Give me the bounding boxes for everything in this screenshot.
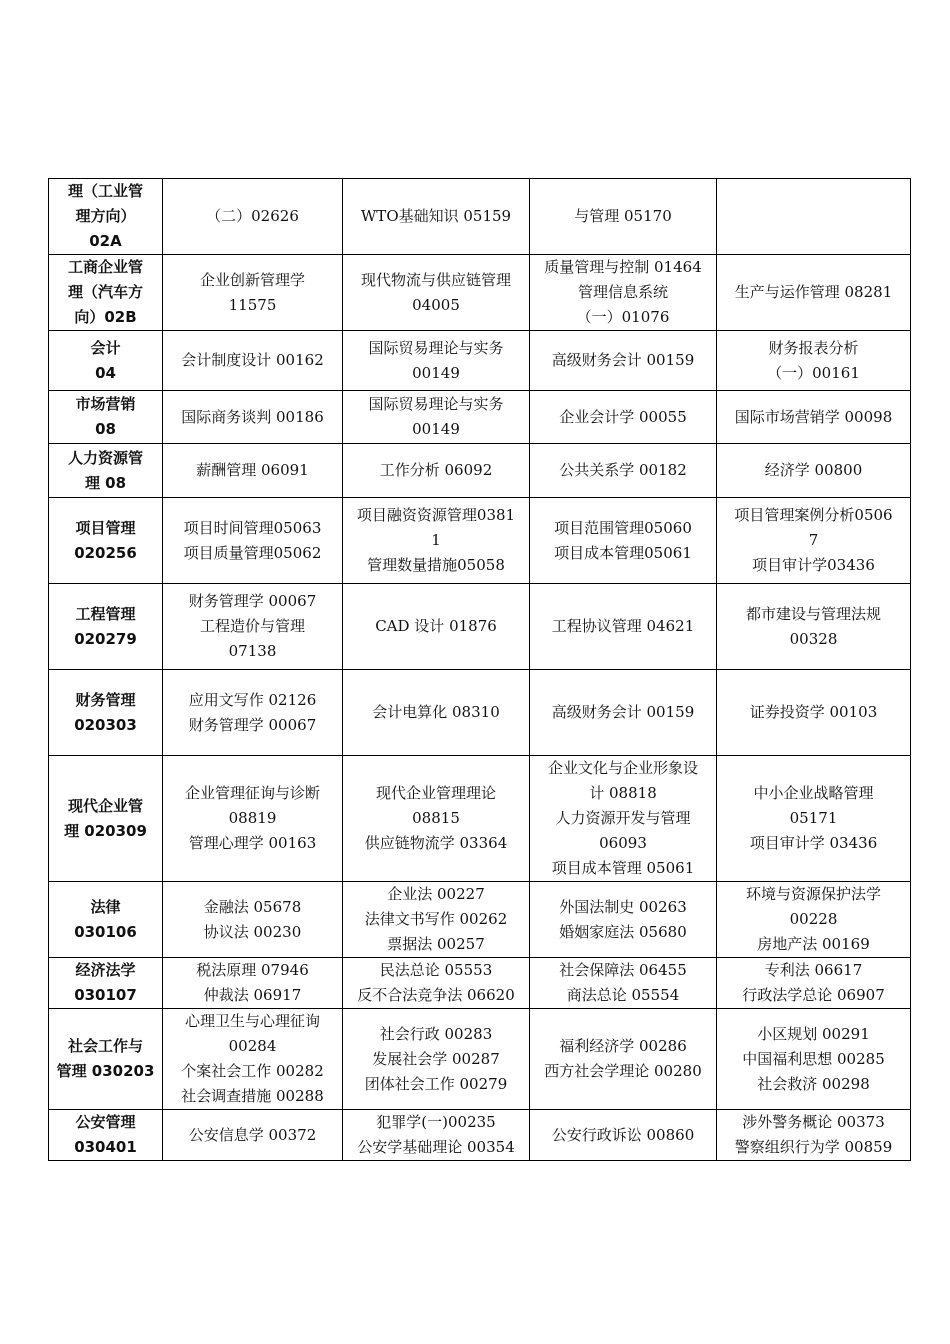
- course-cell: [717, 391, 911, 444]
- course-cell: [717, 331, 911, 391]
- course-line: 社会救济 00298: [757, 1074, 870, 1093]
- course-cell: [163, 958, 343, 1009]
- course-line: 协议法 00230: [203, 922, 302, 941]
- course-cell: [530, 958, 717, 1009]
- course-line: 供应链物流学 03364: [364, 834, 508, 852]
- major-line: 020256: [74, 543, 137, 562]
- major-line: 会计: [90, 338, 121, 357]
- course-line: 企业创新管理学: [199, 270, 305, 289]
- course-cell: [530, 1110, 717, 1161]
- course-line: 反不合法竞争法 06620: [357, 986, 515, 1004]
- major-cell: [49, 444, 163, 498]
- course-cell: [717, 958, 911, 1009]
- course-line: 外国法制史 00263: [559, 897, 687, 916]
- course-cell: [717, 1009, 911, 1110]
- course-line: 社会调查措施 00288: [181, 1087, 324, 1105]
- course-cell: [343, 391, 530, 444]
- course-line: 婚姻家庭法 05680: [559, 922, 687, 941]
- course-line: 公安行政诉讼 00860: [551, 1125, 695, 1144]
- table-row: [49, 670, 911, 756]
- course-line: 人力资源开发与管理: [555, 809, 691, 827]
- course-line: 04005: [412, 295, 460, 314]
- course-cell: [530, 670, 717, 756]
- course-line: 管理信息系统: [577, 283, 668, 301]
- course-line: 团体社会工作 00279: [364, 1074, 508, 1093]
- table-row: [49, 1110, 911, 1161]
- course-line: 公共关系学 00182: [559, 461, 687, 479]
- course-line: 财务管理学 00067: [188, 715, 317, 734]
- course-cell: [163, 670, 343, 756]
- major-cell: [49, 179, 163, 255]
- major-line: 财务管理: [75, 690, 136, 709]
- course-line: 财务报表分析: [768, 338, 859, 357]
- course-line: 00228: [789, 910, 838, 928]
- course-line: 金融法 05678: [203, 897, 302, 916]
- course-line: 国际商务谈判 00186: [181, 407, 324, 426]
- course-line: CAD 设计 01876: [375, 617, 497, 635]
- major-line: 法律: [90, 897, 121, 916]
- course-cell: [163, 179, 343, 255]
- course-line: 心理卫生与心理征询: [184, 1012, 320, 1030]
- course-line: （一）01076: [576, 308, 670, 326]
- course-cell: [163, 331, 343, 391]
- course-cell: [717, 756, 911, 882]
- course-line: 企业法 00227: [387, 885, 485, 903]
- major-line: 理（工业管: [67, 182, 143, 200]
- major-line: 向）02B: [74, 308, 137, 326]
- course-line: 00149: [412, 363, 460, 382]
- major-line: 管理 030203: [56, 1062, 155, 1080]
- course-line: 国际贸易理论与实务: [368, 395, 504, 413]
- course-cell: [717, 498, 911, 584]
- major-line: 理 08: [84, 473, 127, 492]
- course-table: [48, 178, 911, 1161]
- course-line: 项目质量管理05062: [183, 543, 322, 562]
- course-line: 00284: [228, 1037, 277, 1055]
- course-cell: [343, 1009, 530, 1110]
- course-line: 05171: [789, 809, 838, 827]
- table-row: [49, 584, 911, 670]
- course-line: 工程造价与管理: [199, 617, 305, 635]
- course-line: 行政法学总论 06907: [742, 986, 885, 1004]
- course-line: 计 08818: [589, 784, 657, 802]
- course-cell: [530, 179, 717, 255]
- course-cell: [717, 179, 911, 255]
- major-line: 项目管理: [75, 518, 136, 537]
- course-line: 工作分析 06092: [379, 461, 493, 479]
- course-line: 仲裁法 06917: [203, 986, 302, 1004]
- course-line: 11575: [228, 295, 277, 314]
- course-line: （二）02626: [206, 207, 299, 225]
- course-line: 民法总论 05553: [379, 961, 493, 979]
- table-row: [49, 391, 911, 444]
- course-cell: [163, 1009, 343, 1110]
- course-line: 项目范围管理05060: [554, 518, 692, 537]
- course-cell: [530, 255, 717, 331]
- course-cell: [343, 331, 530, 391]
- major-cell: [49, 391, 163, 444]
- course-line: 企业会计学 00055: [559, 407, 687, 426]
- major-line: 04: [95, 363, 116, 382]
- major-cell: [49, 756, 163, 882]
- course-line: 现代企业管理理论: [375, 784, 496, 802]
- course-cell: [530, 444, 717, 498]
- course-line: 08819: [228, 809, 277, 827]
- course-line: 管理心理学 00163: [188, 834, 317, 852]
- course-line: 国际市场营销学 00098: [734, 407, 893, 426]
- major-line: 理 020309: [64, 821, 147, 840]
- table-row: [49, 255, 911, 331]
- course-line: 警察组织行为学 00859: [734, 1138, 893, 1156]
- course-cell: [717, 1110, 911, 1161]
- major-cell: [49, 1009, 163, 1110]
- course-line: 公安学基础理论 00354: [357, 1138, 515, 1156]
- major-cell: [49, 584, 163, 670]
- major-line: 08: [95, 420, 116, 438]
- course-line: 7: [808, 531, 819, 549]
- course-cell: [343, 584, 530, 670]
- course-cell: [343, 882, 530, 958]
- course-line: WTO基础知识 05159: [360, 207, 512, 225]
- table-row: [49, 1009, 911, 1110]
- course-line: 生产与运作管理 08281: [734, 283, 893, 301]
- course-line: 犯罪学(一)00235: [376, 1113, 496, 1131]
- major-line: 02A: [89, 232, 122, 250]
- course-line: 会计电算化 08310: [372, 703, 500, 721]
- major-cell: [49, 331, 163, 391]
- course-line: 小区规划 00291: [757, 1024, 870, 1043]
- course-line: 税法原理 07946: [196, 961, 309, 979]
- table-row: [49, 756, 911, 882]
- major-line: 人力资源管: [67, 448, 143, 467]
- course-line: 都市建设与管理法规: [745, 604, 881, 623]
- course-cell: [163, 584, 343, 670]
- course-line: 公安信息学 00372: [188, 1125, 317, 1144]
- table-row: [49, 331, 911, 391]
- course-line: 07138: [228, 642, 277, 660]
- course-line: 08815: [412, 809, 460, 827]
- major-line: 理方向）: [75, 207, 136, 225]
- course-cell: [530, 756, 717, 882]
- course-cell: [163, 1110, 343, 1161]
- major-line: 030107: [74, 986, 137, 1004]
- major-cell: [49, 1110, 163, 1161]
- major-cell: [49, 670, 163, 756]
- major-line: 经济法学: [75, 961, 136, 979]
- course-line: 06093: [599, 834, 647, 852]
- table-row: [49, 444, 911, 498]
- course-table-body: [49, 179, 911, 1161]
- course-line: 项目时间管理05063: [183, 518, 322, 537]
- course-line: 薪酬管理 06091: [196, 461, 309, 479]
- course-line: 工程协议管理 04621: [551, 617, 695, 635]
- major-line: 社会工作与: [67, 1037, 143, 1055]
- course-cell: [163, 882, 343, 958]
- course-cell: [343, 958, 530, 1009]
- course-line: 项目成本管理 05061: [551, 859, 695, 877]
- course-line: 高级财务会计 00159: [551, 703, 695, 721]
- course-line: 涉外警务概论 00373: [742, 1113, 885, 1131]
- major-cell: [49, 882, 163, 958]
- major-cell: [49, 255, 163, 331]
- course-cell: [530, 882, 717, 958]
- course-cell: [163, 498, 343, 584]
- major-line: 现代企业管: [67, 796, 143, 815]
- course-cell: [163, 756, 343, 882]
- course-cell: [343, 255, 530, 331]
- course-line: 现代物流与供应链管理: [360, 270, 511, 289]
- course-line: 项目融资资源管理0381: [356, 506, 516, 524]
- course-cell: [717, 670, 911, 756]
- course-cell: [530, 498, 717, 584]
- course-line: 管理数量措施05058: [367, 556, 505, 574]
- course-line: 高级财务会计 00159: [551, 351, 695, 369]
- course-line: 证券投资学 00103: [749, 703, 878, 721]
- course-line: 商法总论 05554: [566, 986, 680, 1004]
- major-cell: [49, 498, 163, 584]
- course-line: 发展社会学 00287: [372, 1049, 500, 1068]
- course-line: （一）00161: [767, 363, 860, 382]
- course-line: 项目管理案例分析0506: [734, 506, 893, 524]
- course-line: 企业管理征询与诊断: [184, 784, 320, 802]
- course-cell: [343, 498, 530, 584]
- course-cell: [530, 584, 717, 670]
- course-line: 社会行政 00283: [379, 1024, 493, 1043]
- course-line: 00328: [789, 629, 838, 648]
- major-line: 020279: [74, 629, 137, 648]
- course-line: 会计制度设计 00162: [181, 351, 324, 369]
- course-line: 西方社会学理论 00280: [544, 1062, 702, 1080]
- major-line: 030401: [74, 1138, 137, 1156]
- major-line: 030106: [74, 922, 137, 941]
- course-line: 房地产法 00169: [757, 935, 870, 953]
- course-cell: [717, 584, 911, 670]
- course-line: 福利经济学 00286: [559, 1037, 687, 1055]
- course-cell: [530, 391, 717, 444]
- major-line: 工程管理: [75, 604, 136, 623]
- course-line: 环境与资源保护法学: [745, 885, 881, 903]
- course-line: 项目成本管理05061: [554, 543, 692, 562]
- course-cell: [717, 255, 911, 331]
- course-line: 专利法 06617: [764, 961, 863, 979]
- course-line: 个案社会工作 00282: [181, 1062, 324, 1080]
- course-cell: [163, 391, 343, 444]
- table-row: [49, 179, 911, 255]
- course-cell: [343, 179, 530, 255]
- course-cell: [343, 444, 530, 498]
- major-cell: [49, 958, 163, 1009]
- table-row: [49, 958, 911, 1009]
- course-line: 应用文写作 02126: [188, 690, 317, 709]
- course-cell: [343, 756, 530, 882]
- course-line: 国际贸易理论与实务: [368, 338, 504, 357]
- course-line: 与管理 05170: [574, 207, 672, 225]
- course-line: 法律文书写作 00262: [364, 910, 508, 928]
- major-line: 公安管理: [75, 1113, 136, 1131]
- course-cell: [717, 882, 911, 958]
- course-line: 社会保障法 06455: [559, 961, 687, 979]
- course-cell: [717, 444, 911, 498]
- course-cell: [163, 444, 343, 498]
- course-line: 1: [431, 531, 441, 549]
- table-row: [49, 882, 911, 958]
- course-cell: [163, 255, 343, 331]
- course-line: 项目审计学03436: [752, 556, 875, 574]
- course-line: 00149: [412, 420, 460, 438]
- course-cell: [343, 670, 530, 756]
- major-line: 市场营销: [75, 395, 136, 413]
- major-line: 理（汽车方: [67, 283, 143, 301]
- major-line: 工商企业管: [67, 258, 143, 276]
- course-line: 票据法 00257: [387, 935, 485, 953]
- course-line: 企业文化与企业形象设: [547, 759, 698, 777]
- course-line: 财务管理学 00067: [188, 592, 317, 610]
- course-line: 质量管理与控制 01464: [544, 258, 702, 276]
- course-line: 项目审计学 03436: [749, 834, 878, 852]
- course-line: 中小企业战略管理: [753, 784, 874, 802]
- course-cell: [530, 1009, 717, 1110]
- course-cell: [343, 1110, 530, 1161]
- major-line: 020303: [74, 715, 137, 734]
- course-line: 中国福利思想 00285: [742, 1049, 885, 1068]
- course-line: 经济学 00800: [764, 461, 863, 479]
- course-cell: [530, 331, 717, 391]
- table-row: [49, 498, 911, 584]
